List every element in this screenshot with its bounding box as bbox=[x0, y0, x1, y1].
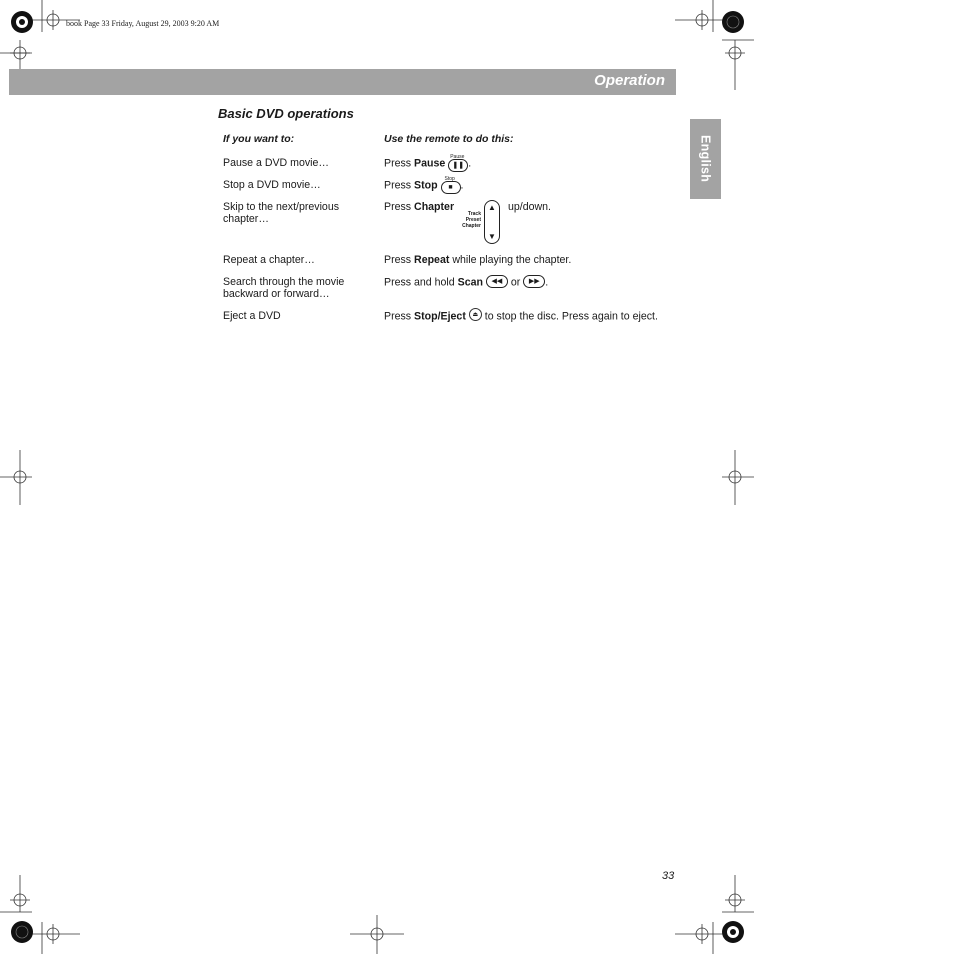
button-name: Chapter bbox=[414, 201, 455, 213]
button-name: Repeat bbox=[414, 254, 450, 266]
button-caption: Stop bbox=[444, 176, 455, 182]
table-row-action bbox=[384, 254, 571, 266]
column-header-action: Use the remote to do this: bbox=[384, 133, 514, 145]
eject-icon: ⏏ bbox=[469, 308, 482, 321]
suffix-text: . bbox=[545, 276, 549, 289]
button-caption: Pause bbox=[450, 154, 465, 160]
suffix-text: . bbox=[460, 179, 464, 192]
rewind-icon: ◀◀ bbox=[486, 275, 508, 288]
rocker-label: Preset bbox=[465, 217, 481, 223]
press-text: Press bbox=[384, 179, 412, 192]
language-label: English bbox=[698, 135, 713, 183]
table-row-action bbox=[384, 276, 548, 289]
stop-icon: ■ bbox=[441, 181, 461, 194]
table-row-want: Stop a DVD movie… bbox=[223, 179, 321, 191]
table-row-want: Eject a DVD bbox=[223, 310, 281, 322]
header-bar bbox=[9, 69, 676, 95]
section-title: Basic DVD operations bbox=[218, 106, 354, 121]
suffix-text: up/down. bbox=[508, 201, 551, 213]
up-arrow-icon: ▲ bbox=[488, 203, 496, 212]
down-arrow-icon: ▼ bbox=[488, 232, 496, 241]
chapter-rocker bbox=[484, 200, 500, 244]
button-name: Scan bbox=[457, 276, 483, 289]
rocker-label: Track bbox=[467, 211, 481, 217]
page-number: 33 bbox=[662, 870, 675, 882]
press-text: Press and hold bbox=[384, 276, 455, 289]
press-text: Press bbox=[384, 201, 412, 213]
printer-slug: book Page 33 Friday, August 29, 2003 9:20 AM bbox=[66, 19, 220, 28]
table-row-want: Search through the movie backward or forward… bbox=[223, 276, 345, 300]
button-name: Stop/Eject bbox=[414, 310, 466, 323]
page-title: Operation bbox=[594, 72, 665, 89]
button-name: Pause bbox=[414, 157, 446, 170]
table-row-want: Pause a DVD movie… bbox=[223, 157, 329, 169]
suffix-text: . bbox=[468, 157, 472, 170]
fast-forward-icon: ▶▶ bbox=[523, 275, 545, 288]
press-text: Press bbox=[384, 157, 412, 170]
button-name: Stop bbox=[414, 179, 438, 192]
joiner-text: or bbox=[510, 276, 521, 289]
rocker-labels bbox=[441, 211, 481, 229]
table-row-action bbox=[384, 176, 464, 192]
suffix-text: while playing the chapter. bbox=[452, 254, 572, 266]
pause-icon: ❚❚ bbox=[448, 159, 468, 172]
suffix-text: to stop the disc. Press again to eject. bbox=[484, 310, 658, 323]
column-header-want: If you want to: bbox=[223, 133, 295, 145]
table-row-action bbox=[384, 154, 472, 170]
table-row-want: Repeat a chapter… bbox=[223, 254, 315, 266]
press-text: Press bbox=[384, 254, 412, 266]
language-tab bbox=[690, 119, 721, 199]
rocker-label: Chapter bbox=[462, 223, 481, 229]
table-row-action bbox=[384, 310, 658, 323]
table-row-want: Skip to the next/previous chapter… bbox=[223, 201, 340, 225]
press-text: Press bbox=[384, 310, 412, 323]
